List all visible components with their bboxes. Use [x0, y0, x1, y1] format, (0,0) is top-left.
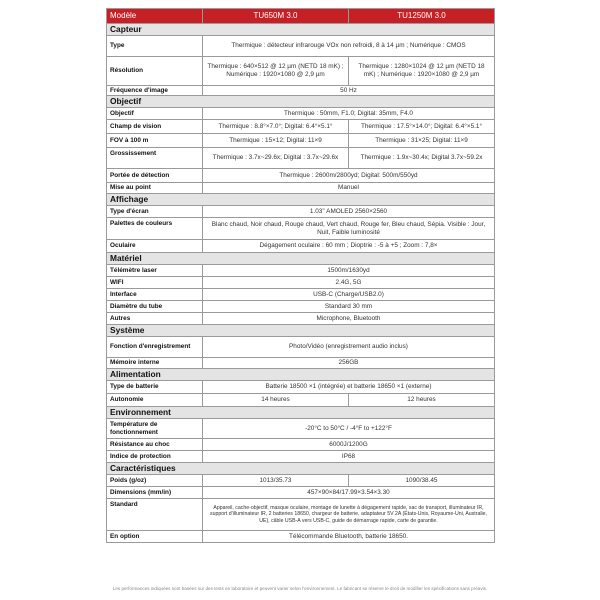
spec-value-b: Thermique : 31×25; Digital: 11×9: [349, 134, 495, 148]
spec-label: Grossissement: [107, 148, 203, 169]
spec-value: Photo/Vidéo (enregistrement audio inclus): [203, 337, 495, 358]
spec-row-interface: [107, 289, 495, 301]
spec-value-b: 1090/38.45: [349, 475, 495, 487]
spec-label: Fréquence d'image: [107, 86, 203, 96]
spec-value: Dégagement oculaire : 60 mm ; Dioptrie : -5 à +5 ; Zoom : 7,8×: [203, 240, 495, 253]
section-caracteristiques: [107, 463, 495, 475]
section-title: Objectif: [107, 96, 495, 108]
spec-row-frequence: [107, 86, 495, 96]
spec-row-ecran: [107, 206, 495, 218]
spec-row-temperature: [107, 419, 495, 439]
spec-label: Fonction d'enregistrement: [107, 337, 203, 358]
section-alimentation: [107, 369, 495, 381]
spec-sheet: [106, 8, 494, 543]
spec-row-diametre: [107, 301, 495, 313]
spec-label: Télémètre laser: [107, 265, 203, 277]
section-title: Alimentation: [107, 369, 495, 381]
section-systeme: [107, 325, 495, 337]
spec-value-a: Thermique : 15×12; Digital: 11×9: [203, 134, 349, 148]
spec-value-b: Thermique : 17.5°×14.0°; Digital: 6.4°×5.1°: [349, 120, 495, 134]
spec-value: Blanc chaud, Noir chaud, Rouge chaud, Vert chaud, Rouge fer, Bleu chaud, Sépia. Visible : Jour, Nuit, Faible luminosité: [203, 218, 495, 240]
spec-value: Thermique : 2600m/2800yd; Digital: 500m/550yd: [203, 169, 495, 183]
spec-row-fov: [107, 134, 495, 148]
section-title: Capteur: [107, 24, 495, 36]
model-a-name: TU650M 3.0: [203, 9, 349, 24]
spec-label: Type: [107, 36, 203, 57]
spec-value: Batterie 18500 ×1 (intégrée) et batterie 18650 ×1 (externe): [203, 381, 495, 394]
spec-value: Appareil, cache-objectif, masque oculaire, montage de lunette à dégagement rapide, sac de transport, illuminateur IR, support d'illuminateur IR, 2 batteries 18650, chargeur de batterie, adaptateur 5V 2A (États-Unis, Royaume-Uni, Australie, UE), câble USB-A vers USB-C, guide de démarrage rapide, carte de garantie.: [203, 499, 495, 531]
footer-note: Les performances indiquées sont basées sur des tests en laboratoire et peuvent varier selon l'environnement. Le fabricant se réserve le droit de modifier les spécifications sans préavis.: [112, 586, 488, 591]
spec-label: WIFI: [107, 277, 203, 289]
spec-label: FOV à 100 m: [107, 134, 203, 148]
spec-row-champ: [107, 120, 495, 134]
spec-label: Diamètre du tube: [107, 301, 203, 313]
spec-value: 2.4G, 5G: [203, 277, 495, 289]
spec-row-dimensions: [107, 487, 495, 499]
spec-value-b: Thermique : 1.9x~30.4x; Digital 3.7x~59.2x: [349, 148, 495, 169]
spec-value-a: Thermique : 8.8°×7.0°; Digital: 6.4°×5.1°: [203, 120, 349, 134]
spec-label: Palettes de couleurs: [107, 218, 203, 240]
spec-row-poids: [107, 475, 495, 487]
spec-row-mise: [107, 183, 495, 194]
spec-row-batterie: [107, 381, 495, 394]
spec-value: 256GB: [203, 358, 495, 369]
header-row: [107, 9, 495, 24]
spec-value: IP68: [203, 451, 495, 463]
spec-value: 50 Hz: [203, 86, 495, 96]
spec-label: Oculaire: [107, 240, 203, 253]
section-environnement: [107, 407, 495, 419]
section-title: Caractéristiques: [107, 463, 495, 475]
spec-row-indice: [107, 451, 495, 463]
spec-label: Mémoire interne: [107, 358, 203, 369]
spec-row-autonomie: [107, 394, 495, 407]
spec-label: Autres: [107, 313, 203, 325]
section-capteur: [107, 24, 495, 36]
spec-row-memoire: [107, 358, 495, 369]
spec-label: Champ de vision: [107, 120, 203, 134]
spec-value: 1.03'' AMOLED 2560×2560: [203, 206, 495, 218]
section-title: Matériel: [107, 253, 495, 265]
spec-row-fonction: [107, 337, 495, 358]
spec-value: Standard 30 mm: [203, 301, 495, 313]
section-objectif: [107, 96, 495, 108]
spec-label: Poids (g/oz): [107, 475, 203, 487]
spec-row-portee: [107, 169, 495, 183]
spec-label: Dimensions (mm/in): [107, 487, 203, 499]
section-title: Affichage: [107, 194, 495, 206]
spec-label: Standard: [107, 499, 203, 531]
spec-row-telemetre: [107, 265, 495, 277]
spec-label: Mise au point: [107, 183, 203, 194]
spec-value: Télécommande Bluetooth, batterie 18650.: [203, 531, 495, 543]
spec-label: Objectif: [107, 108, 203, 120]
spec-value-a: Thermique : 640×512 @ 12 µm (NETD 18 mK) ; Numérique : 1920×1080 @ 2,9 µm: [203, 57, 349, 86]
spec-label: Température de fonctionnement: [107, 419, 203, 439]
spec-value-a: 1013/35.73: [203, 475, 349, 487]
spec-label: Résolution: [107, 57, 203, 86]
spec-row-objectif: [107, 108, 495, 120]
spec-value-b: Thermique : 1280×1024 @ 12 µm (NETD 18 mK) ; Numérique : 1920×1080 @ 2,9 µm: [349, 57, 495, 86]
spec-label: Résistance au choc: [107, 439, 203, 451]
spec-row-type: [107, 36, 495, 57]
spec-value: -20°C to 50°C / -4°F to +122°F: [203, 419, 495, 439]
spec-label: Interface: [107, 289, 203, 301]
spec-value: 1500m/1630yd: [203, 265, 495, 277]
spec-row-oculaire: [107, 240, 495, 253]
section-materiel: [107, 253, 495, 265]
spec-row-wifi: [107, 277, 495, 289]
model-b-name: TU1250M 3.0: [349, 9, 495, 24]
spec-label: Indice de protection: [107, 451, 203, 463]
spec-value-a: 14 heures: [203, 394, 349, 407]
spec-row-resistance: [107, 439, 495, 451]
section-title: Environnement: [107, 407, 495, 419]
spec-value: Thermique : 50mm, F1.0; Digital: 35mm, F4.0: [203, 108, 495, 120]
spec-row-palettes: [107, 218, 495, 240]
spec-value-a: Thermique : 3.7x~29.6x; Digital : 3.7x~29.6x: [203, 148, 349, 169]
spec-value: 6000J/1200G: [203, 439, 495, 451]
spec-label: Type de batterie: [107, 381, 203, 394]
spec-row-grossissement: [107, 148, 495, 169]
spec-label: Autonomie: [107, 394, 203, 407]
spec-value: 457×90×84/17.99×3.54×3.30: [203, 487, 495, 499]
spec-value: Microphone, Bluetooth: [203, 313, 495, 325]
spec-row-autres: [107, 313, 495, 325]
spec-label: En option: [107, 531, 203, 543]
spec-row-resolution: [107, 57, 495, 86]
section-title: Système: [107, 325, 495, 337]
spec-value-b: 12 heures: [349, 394, 495, 407]
spec-value: Thermique : détecteur infrarouge VOx non refroidi, 8 à 14 µm ; Numérique : CMOS: [203, 36, 495, 57]
spec-table: [106, 8, 495, 543]
spec-label: Portée de détection: [107, 169, 203, 183]
model-label: Modèle: [107, 9, 203, 24]
spec-label: Type d'écran: [107, 206, 203, 218]
section-affichage: [107, 194, 495, 206]
spec-value: USB-C (Charge/USB2.0): [203, 289, 495, 301]
spec-row-option: [107, 531, 495, 543]
spec-value: Manuel: [203, 183, 495, 194]
spec-row-standard: [107, 499, 495, 531]
